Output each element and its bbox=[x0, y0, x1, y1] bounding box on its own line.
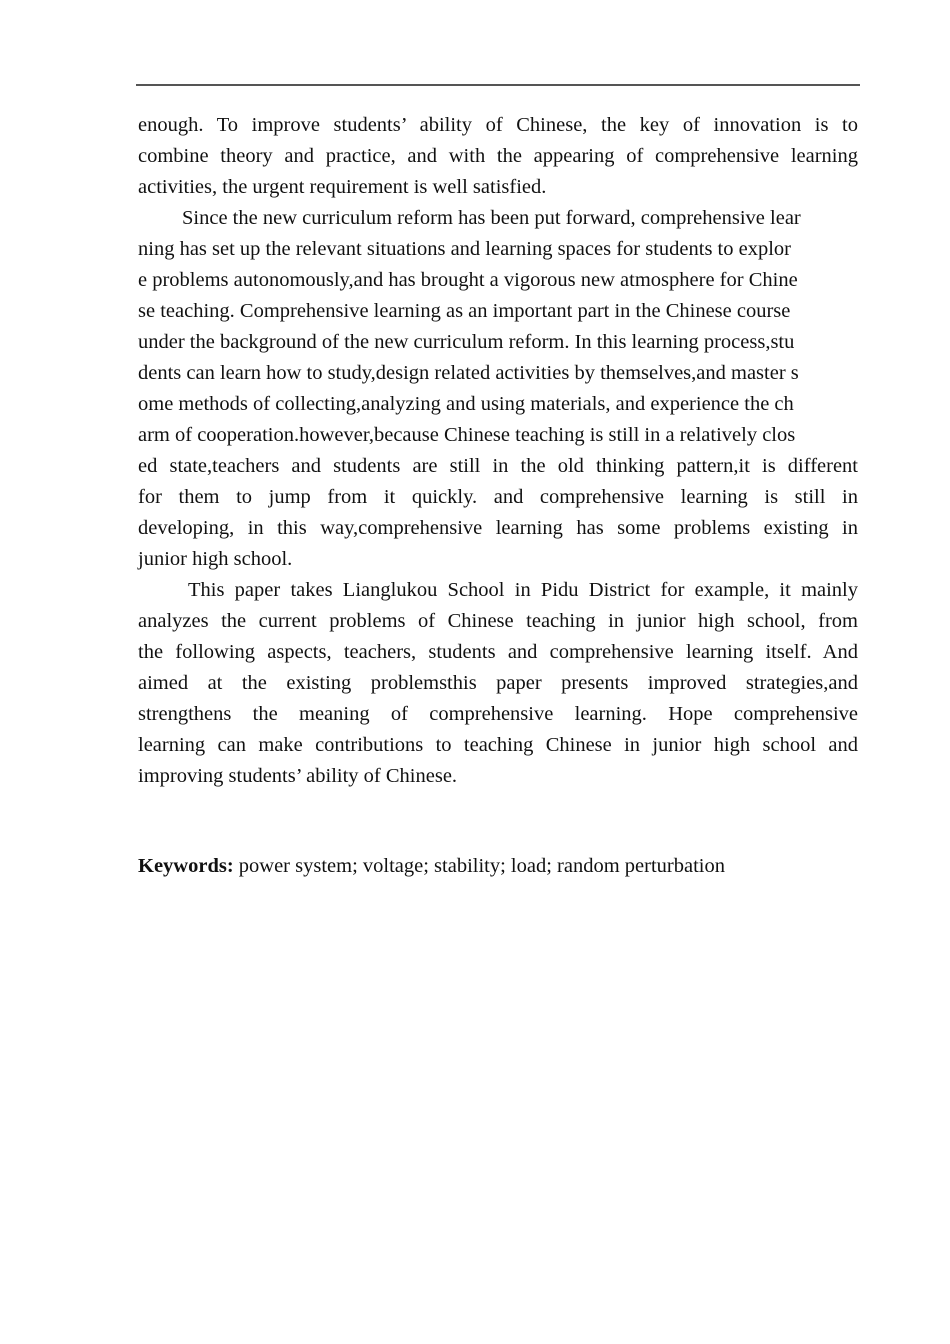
paragraph-3 bbox=[138, 575, 858, 792]
text-line: aimed at the existing problemsthis paper presents improved strategies,and bbox=[138, 672, 858, 694]
text-line: combine theory and practice, and with the appearing of comprehensive learning bbox=[138, 145, 858, 167]
text-line: strengthens the meaning of comprehensive learning. Hope comprehensive bbox=[138, 703, 858, 725]
text-line: ome methods of collecting,analyzing and using materials, and experience the ch bbox=[138, 393, 794, 415]
text-line: ning has set up the relevant situations and learning spaces for students to explor bbox=[138, 238, 791, 260]
text-line: enough. To improve students’ ability of Chinese, the key of innovation is to bbox=[138, 114, 858, 136]
text-line: Since the new curriculum reform has been put forward, comprehensive lear bbox=[182, 207, 801, 229]
text-line: This paper takes Lianglukou School in Pidu District for example, it mainly bbox=[188, 579, 858, 601]
text-line: arm of cooperation.however,because Chinese teaching is still in a relatively clos bbox=[138, 424, 796, 446]
text-line: activities, the urgent requirement is well satisfied. bbox=[138, 176, 547, 198]
text-line: junior high school. bbox=[138, 548, 293, 570]
text-line: ed state,teachers and students are still in the old thinking pattern,it is different bbox=[138, 455, 858, 477]
abstract-body bbox=[138, 110, 858, 792]
text-line: se teaching. Comprehensive learning as an important part in the Chinese course bbox=[138, 300, 791, 322]
text-line: under the background of the new curriculum reform. In this learning process,stu bbox=[138, 331, 795, 353]
text-line: developing, in this way,comprehensive learning has some problems existing in bbox=[138, 517, 858, 539]
keywords-label: Keywords: bbox=[138, 855, 234, 877]
paragraph-1 bbox=[138, 110, 858, 203]
header-rule bbox=[136, 84, 860, 86]
text-line: learning can make contributions to teaching Chinese in junior high school and bbox=[138, 734, 858, 756]
text-line: improving students’ ability of Chinese. bbox=[138, 765, 458, 787]
text-line: dents can learn how to study,design related activities by themselves,and master s bbox=[138, 362, 799, 384]
keywords-value: power system; voltage; stability; load; random perturbation bbox=[233, 855, 725, 877]
text-line: the following aspects, teachers, students and comprehensive learning itself. And bbox=[138, 641, 858, 663]
text-line: e problems autonomously,and has brought a vigorous new atmosphere for Chine bbox=[138, 269, 798, 291]
keywords-line bbox=[138, 851, 725, 882]
paragraph-2 bbox=[138, 203, 858, 575]
text-line: analyzes the current problems of Chinese teaching in junior high school, from bbox=[138, 610, 858, 632]
text-line: for them to jump from it quickly. and comprehensive learning is still in bbox=[138, 486, 858, 508]
